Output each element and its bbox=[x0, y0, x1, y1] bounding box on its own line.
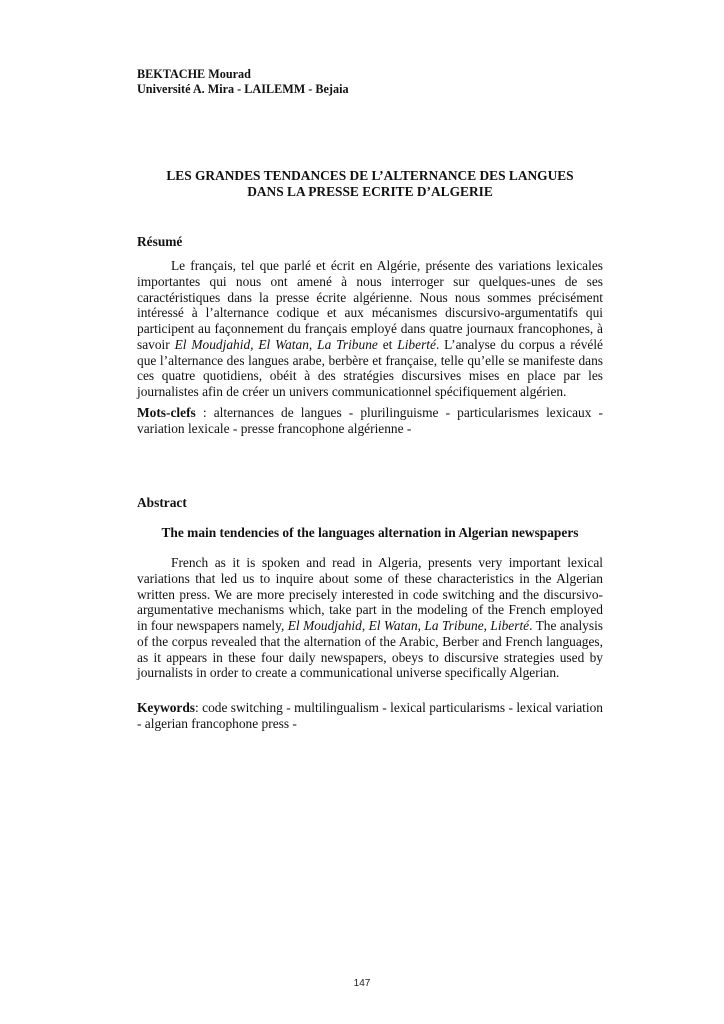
keywords-text: : code switching - multilingualism - lexical particularisms - lexical variation - algerian francophone press - bbox=[137, 700, 603, 731]
keywords-label: Mots-clefs bbox=[137, 405, 196, 420]
separator: , bbox=[417, 618, 425, 633]
resume-text-part-1: Le français, tel que parlé et écrit en Algérie, présente des variations lexicales importantes qui nous ont amené à nous interroger sur quelques-unes de ses caractéristiques dans la presse écrite algérienne. Nous nous sommes précisément intéressé à l’alternance codique et aux mécanismes discursivo-argumentatifs qui participent au façonnement du français employé dans quatre journaux francophones, à savoir bbox=[137, 258, 603, 352]
resume-heading: Résumé bbox=[137, 234, 183, 249]
paper-title-line-2: DANS LA PRESSE ECRITE D’ALGERIE bbox=[247, 184, 493, 199]
paper-title bbox=[137, 168, 603, 200]
author-affiliation: Université A. Mira - LAILEMM - Bejaia bbox=[137, 82, 349, 96]
journal-name: La Tribune bbox=[317, 336, 378, 352]
paper-title-line-1: LES GRANDES TENDANCES DE L’ALTERNANCE DES LANGUES bbox=[166, 168, 574, 183]
keywords-label: Keywords bbox=[137, 700, 196, 715]
abstract-keywords bbox=[137, 700, 603, 732]
abstract-subtitle: The main tendencies of the languages alternation in Algerian newspapers bbox=[161, 525, 579, 540]
abstract-text-part-1: French as it is spoken and read in Algeria, presents very important lexical variations that led us to inquire about some of these characteristics in the Algerian written press. We are more precisely interested in code switching and the discursivo-argumentative mechanisms which, take part in the modeling of the French employed in four newspapers namely, bbox=[137, 555, 603, 633]
abstract-paragraph bbox=[137, 555, 603, 681]
separator: et bbox=[377, 336, 398, 352]
author-block bbox=[137, 67, 603, 97]
abstract-heading: Abstract bbox=[137, 495, 187, 510]
resume-paragraph bbox=[137, 258, 603, 400]
journal-name: Liberté bbox=[397, 336, 436, 352]
journal-name: El Watan bbox=[368, 618, 418, 633]
resume-keywords bbox=[137, 405, 603, 437]
journal-name: El Moudjahid, El Watan bbox=[174, 336, 309, 352]
abstract-text-part-2: . The analysis of the corpus revealed that the alternation of the Arabic, Berber and French languages, as it appears in these four daily newspapers, obeys to discursive strategies used by journalists in order to create a communicational universe specifically Algerian. bbox=[137, 618, 603, 681]
journal-name: La Tribune bbox=[424, 618, 484, 633]
separator: , bbox=[483, 618, 491, 633]
journal-name: Liberté bbox=[490, 618, 530, 633]
resume-text-part-2: . L’analyse du corpus a révélé que l’alternance des langues arabe, berbère et française, telle qu’elle se manifeste dans ces quatre quotidiens, obéit à des stratégies discursives mises en place par les journalistes afin de créer un univers communicationnel spécifiquement algérien. bbox=[137, 336, 603, 399]
separator: , bbox=[361, 618, 369, 633]
separator: , bbox=[308, 336, 318, 352]
keywords-text: : alternances de langues - plurilinguisme - particularismes lexicaux - variation lexicale - presse francophone algérienne - bbox=[137, 405, 603, 436]
author-name: BEKTACHE Mourad bbox=[137, 67, 251, 81]
journal-name: El Moudjahid bbox=[287, 618, 362, 633]
page-number: 147 bbox=[353, 978, 371, 989]
